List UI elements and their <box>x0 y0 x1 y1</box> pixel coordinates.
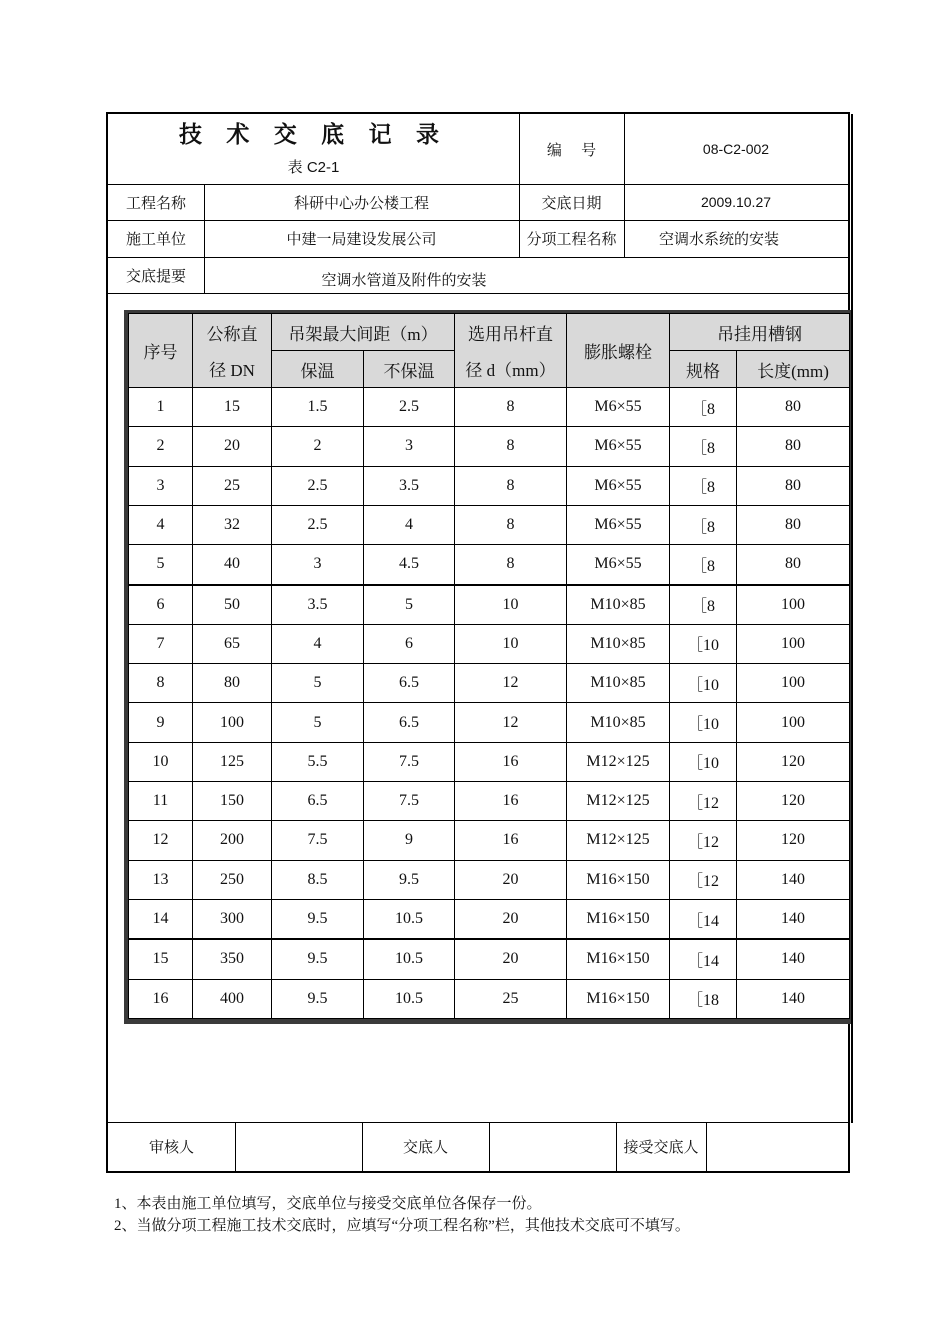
cell-dn: 65 <box>193 624 272 663</box>
discloser-label: 交底人 <box>402 1138 448 1156</box>
cell-channel-spec: ［10 <box>670 742 737 781</box>
cell-seq: 16 <box>129 979 193 1018</box>
header-dn-top: 公称直 <box>193 314 272 351</box>
cell-dn: 400 <box>193 979 272 1018</box>
form-code: 表 C2-1 <box>287 159 340 176</box>
cell-expansion-bolt: M6×55 <box>567 388 670 427</box>
cell-non-insulated-spacing: 4 <box>364 505 455 544</box>
cell-insulated-spacing: 3.5 <box>272 585 364 625</box>
cell-dn: 32 <box>193 505 272 544</box>
cell-channel-spec: ［14 <box>670 939 737 979</box>
cell-channel-length: 80 <box>737 545 850 585</box>
cell-seq: 11 <box>129 782 193 821</box>
cell-dn: 100 <box>193 703 272 742</box>
cell-insulated-spacing: 5 <box>272 664 364 703</box>
cell-insulated-spacing: 9.5 <box>272 899 364 939</box>
cell-channel-length: 80 <box>737 388 850 427</box>
cell-channel-spec: ［8 <box>670 388 737 427</box>
cell-dn: 250 <box>193 860 272 899</box>
cell-non-insulated-spacing: 4.5 <box>364 545 455 585</box>
cell-non-insulated-spacing: 6.5 <box>364 664 455 703</box>
cell-dn: 15 <box>193 388 272 427</box>
cell-non-insulated-spacing: 10.5 <box>364 899 455 939</box>
number-value: 08-C2-002 <box>702 141 770 157</box>
cell-seq: 13 <box>129 860 193 899</box>
cell-insulated-spacing: 6.5 <box>272 782 364 821</box>
cell-dn: 20 <box>193 427 272 466</box>
hanger-spec-table <box>128 313 850 1019</box>
cell-channel-spec: ［10 <box>670 703 737 742</box>
project-name-value: 科研中心办公楼工程 <box>293 194 429 212</box>
cell-channel-spec: ［8 <box>670 545 737 585</box>
cell-non-insulated-spacing: 10.5 <box>364 979 455 1018</box>
table-row <box>129 979 850 1018</box>
header-spacing: 吊架最大间距（m） <box>272 314 455 351</box>
cell-dn: 150 <box>193 782 272 821</box>
cell-insulated-spacing: 2.5 <box>272 466 364 505</box>
cell-non-insulated-spacing: 7.5 <box>364 782 455 821</box>
cell-insulated-spacing: 5.5 <box>272 742 364 781</box>
sub-project-value: 空调水系统的安装 <box>658 231 779 248</box>
cell-channel-spec: ［8 <box>670 427 737 466</box>
cell-seq: 5 <box>129 545 193 585</box>
cell-expansion-bolt: M16×150 <box>567 860 670 899</box>
cell-rod-diameter: 20 <box>455 939 567 979</box>
cell-seq: 15 <box>129 939 193 979</box>
cell-insulated-spacing: 4 <box>272 624 364 663</box>
cell-channel-length: 140 <box>737 860 850 899</box>
cell-channel-length: 100 <box>737 703 850 742</box>
cell-channel-length: 140 <box>737 939 850 979</box>
cell-dn: 350 <box>193 939 272 979</box>
cell-seq: 4 <box>129 505 193 544</box>
receiver-label: 接受交底人 <box>623 1138 699 1156</box>
cell-insulated-spacing: 7.5 <box>272 821 364 860</box>
cell-expansion-bolt: M10×85 <box>567 703 670 742</box>
cell-seq: 9 <box>129 703 193 742</box>
sub-project-label: 分项工程名称 <box>526 231 617 248</box>
cell-seq: 2 <box>129 427 193 466</box>
table-row <box>129 703 850 742</box>
table-row <box>129 782 850 821</box>
cell-channel-spec: ［12 <box>670 821 737 860</box>
cell-rod-diameter: 8 <box>455 505 567 544</box>
table-row <box>129 821 850 860</box>
cell-channel-spec: ［18 <box>670 979 737 1018</box>
cell-insulated-spacing: 9.5 <box>272 939 364 979</box>
cell-rod-diameter: 8 <box>455 466 567 505</box>
cell-seq: 10 <box>129 742 193 781</box>
project-name-label: 工程名称 <box>125 194 186 212</box>
cell-dn: 125 <box>193 742 272 781</box>
cell-rod-diameter: 25 <box>455 979 567 1018</box>
unit-value: 中建一局建设发展公司 <box>286 231 437 248</box>
table-row <box>129 860 850 899</box>
cell-rod-diameter: 8 <box>455 545 567 585</box>
cell-non-insulated-spacing: 2.5 <box>364 388 455 427</box>
cell-dn: 300 <box>193 899 272 939</box>
cell-seq: 6 <box>129 585 193 625</box>
cell-non-insulated-spacing: 6.5 <box>364 703 455 742</box>
cell-expansion-bolt: M6×55 <box>567 427 670 466</box>
table-row <box>129 505 850 544</box>
table-row <box>129 427 850 466</box>
header-rod-bottom: 径 d（mm） <box>455 351 567 388</box>
cell-expansion-bolt: M10×85 <box>567 664 670 703</box>
form-notes <box>114 1193 690 1237</box>
cell-non-insulated-spacing: 3 <box>364 427 455 466</box>
cell-rod-diameter: 8 <box>455 427 567 466</box>
cell-dn: 80 <box>193 664 272 703</box>
cell-expansion-bolt: M12×125 <box>567 782 670 821</box>
unit-label: 施工单位 <box>125 231 186 248</box>
date-label: 交底日期 <box>541 194 602 212</box>
cell-non-insulated-spacing: 10.5 <box>364 939 455 979</box>
cell-channel-spec: ［14 <box>670 899 737 939</box>
table-row <box>129 742 850 781</box>
cell-expansion-bolt: M6×55 <box>567 545 670 585</box>
cell-channel-length: 80 <box>737 466 850 505</box>
technical-disclosure-form <box>106 112 850 1173</box>
cell-dn: 40 <box>193 545 272 585</box>
table-row <box>129 585 850 625</box>
cell-channel-spec: ［12 <box>670 782 737 821</box>
table-row <box>129 388 850 427</box>
cell-expansion-bolt: M12×125 <box>567 821 670 860</box>
table-row <box>129 545 850 585</box>
cell-channel-length: 120 <box>737 742 850 781</box>
summary-label: 交底提要 <box>125 267 186 285</box>
header-seq: 序号 <box>129 314 193 388</box>
table-row <box>129 624 850 663</box>
form-title: 技 术 交 底 记 录 <box>179 121 448 147</box>
cell-rod-diameter: 20 <box>455 860 567 899</box>
cell-seq: 7 <box>129 624 193 663</box>
cell-channel-spec: ［10 <box>670 624 737 663</box>
cell-channel-length: 120 <box>737 782 850 821</box>
cell-seq: 14 <box>129 899 193 939</box>
receiver-signature-field[interactable] <box>706 1123 848 1169</box>
cell-channel-length: 100 <box>737 585 850 625</box>
cell-non-insulated-spacing: 9.5 <box>364 860 455 899</box>
cell-dn: 200 <box>193 821 272 860</box>
cell-non-insulated-spacing: 9 <box>364 821 455 860</box>
cell-seq: 12 <box>129 821 193 860</box>
cell-rod-diameter: 16 <box>455 742 567 781</box>
cell-seq: 8 <box>129 664 193 703</box>
header-insulated: 保温 <box>272 351 364 388</box>
header-length: 长度(mm) <box>737 351 850 388</box>
cell-non-insulated-spacing: 7.5 <box>364 742 455 781</box>
cell-dn: 25 <box>193 466 272 505</box>
cell-expansion-bolt: M6×55 <box>567 505 670 544</box>
cell-channel-length: 80 <box>737 505 850 544</box>
cell-channel-length: 140 <box>737 899 850 939</box>
cell-expansion-bolt: M16×150 <box>567 899 670 939</box>
cell-expansion-bolt: M6×55 <box>567 466 670 505</box>
cell-channel-length: 100 <box>737 664 850 703</box>
cell-expansion-bolt: M12×125 <box>567 742 670 781</box>
cell-rod-diameter: 10 <box>455 585 567 625</box>
header-bolt: 膨胀螺栓 <box>567 314 670 388</box>
cell-insulated-spacing: 3 <box>272 545 364 585</box>
cell-channel-spec: ［12 <box>670 860 737 899</box>
table-row <box>129 466 850 505</box>
cell-channel-spec: ［8 <box>670 585 737 625</box>
cell-non-insulated-spacing: 6 <box>364 624 455 663</box>
date-value: 2009.10.27 <box>700 194 772 210</box>
cell-non-insulated-spacing: 3.5 <box>364 466 455 505</box>
cell-channel-spec: ［8 <box>670 466 737 505</box>
cell-rod-diameter: 10 <box>455 624 567 663</box>
header-spec: 规格 <box>670 351 737 388</box>
cell-channel-spec: ［10 <box>670 664 737 703</box>
header-non-insulated: 不保温 <box>364 351 455 388</box>
table-row <box>129 899 850 939</box>
hanger-spec-table-frame <box>124 310 851 1024</box>
cell-rod-diameter: 16 <box>455 821 567 860</box>
discloser-signature-field[interactable] <box>489 1123 616 1169</box>
cell-channel-length: 120 <box>737 821 850 860</box>
cell-insulated-spacing: 1.5 <box>272 388 364 427</box>
cell-channel-length: 140 <box>737 979 850 1018</box>
cell-channel-length: 80 <box>737 427 850 466</box>
cell-rod-diameter: 16 <box>455 782 567 821</box>
cell-expansion-bolt: M10×85 <box>567 624 670 663</box>
cell-channel-length: 100 <box>737 624 850 663</box>
cell-insulated-spacing: 2.5 <box>272 505 364 544</box>
cell-channel-spec: ［8 <box>670 505 737 544</box>
cell-rod-diameter: 12 <box>455 703 567 742</box>
cell-insulated-spacing: 9.5 <box>272 979 364 1018</box>
cell-insulated-spacing: 5 <box>272 703 364 742</box>
table-row <box>129 664 850 703</box>
table-row <box>129 939 850 979</box>
cell-seq: 3 <box>129 466 193 505</box>
summary-value: 空调水管道及附件的安装 <box>321 271 487 289</box>
header-rod-top: 选用吊杆直 <box>455 314 567 351</box>
cell-rod-diameter: 8 <box>455 388 567 427</box>
cell-expansion-bolt: M16×150 <box>567 939 670 979</box>
note-2: 2、当做分项工程施工技术交底时，应填写“分项工程名称”栏，其他技术交底可不填写。 <box>114 1218 690 1234</box>
cell-rod-diameter: 12 <box>455 664 567 703</box>
cell-rod-diameter: 20 <box>455 899 567 939</box>
cell-insulated-spacing: 2 <box>272 427 364 466</box>
note-1: 1、本表由施工单位填写，交底单位与接受交底单位各保存一份。 <box>114 1196 542 1212</box>
cell-dn: 50 <box>193 585 272 625</box>
header-dn-bottom: 径 DN <box>193 351 272 388</box>
header-channel: 吊挂用槽钢 <box>670 314 850 351</box>
reviewer-signature-field[interactable] <box>235 1123 362 1169</box>
cell-expansion-bolt: M10×85 <box>567 585 670 625</box>
cell-insulated-spacing: 8.5 <box>272 860 364 899</box>
number-label: 编 号 <box>546 141 597 159</box>
cell-expansion-bolt: M16×150 <box>567 979 670 1018</box>
cell-non-insulated-spacing: 5 <box>364 585 455 625</box>
reviewer-label: 审核人 <box>148 1138 194 1156</box>
cell-seq: 1 <box>129 388 193 427</box>
signature-row <box>108 1122 848 1171</box>
